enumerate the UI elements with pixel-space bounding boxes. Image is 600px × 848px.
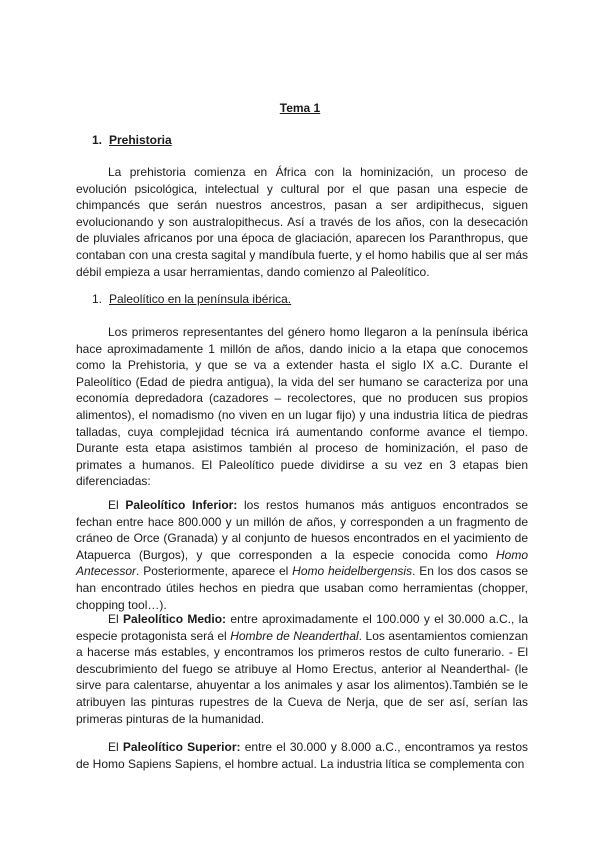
species-homo-antecessor: Homo Antecessor — [76, 547, 528, 579]
medio-term: Paleolítico Medio: — [123, 612, 227, 626]
subsection-number: 1. — [92, 292, 103, 306]
paleolithic-medio-paragraph — [76, 611, 528, 727]
subsection-label: Paleolítico en la península ibérica. — [109, 292, 292, 306]
section-number: 1. — [92, 133, 103, 147]
paleolithic-inferior-paragraph — [76, 497, 528, 613]
subsection-heading — [92, 292, 291, 306]
paleolithic-superior-paragraph — [76, 739, 528, 772]
medio-text-1: entre aproximadamente el 100.000 y el 30.000 a.C., la especie protagonista será el — [76, 612, 528, 643]
medio-prefix: El — [108, 612, 124, 626]
medio-text-2: . Los asentamientos comienzan a hacerse más estables, y encontramos los primeros restos de culto funerario. - El descubrimiento del fuego se atribuye al Homo Erectus, anterior al Neanderthal- (le sirve para calentarse, ahuyentar a los animales y asar los alimentos).También se le atribuyen las pinturas rupestres de la Cueva de Nerja, que de ser así, serían las primeras pinturas de la humanidad. — [76, 628, 529, 726]
intro-paragraph: La prehistoria comienza en África con la hominización, un proceso de evolución psicológica, intelectual y cultural por el que pasan una especie de chimpancés que serán nuestros ancestros, pasan a ser ardipithecus, siguen evolucionando y son australopithecus. Así a través de los años, con la desecación de pluviales africanos por una época de glaciación, aparecen los Paranthropus, que contaban con una cresta sagital y mandíbula fuerte, y el homo habilis que al ser más débil empieza a usar herramientas, dando comienzo al Paleolítico. — [76, 165, 528, 279]
inferior-text-1: los restos humanos más antiguos encontrados se fechan entre hace 800.000 y un millón de años, y corresponden a un fragmento de cráneo de Orce (Granada) y al conjunto de huesos encontrados en el yacimiento de Atapuerca (Burgos), y que corresponden a la especie conocida como — [76, 498, 528, 562]
inferior-term: Paleolítico Inferior: — [125, 498, 238, 512]
section-label: Prehistoria — [109, 133, 172, 147]
section-heading — [92, 133, 172, 147]
superior-text-1: entre el 30.000 y 8.000 a.C., encontramos ya restos de Homo Sapiens Sapiens, el hombre actual. La industria lítica se complementa con — [76, 740, 528, 771]
superior-term: Paleolítico Superior: — [122, 740, 241, 754]
superior-prefix: El — [108, 740, 123, 754]
page-title: Tema 1 — [279, 101, 321, 115]
inferior-prefix: El — [108, 498, 126, 512]
inferior-text-2: . Posteriormente, aparece el — [136, 564, 293, 579]
paleolithic-intro-paragraph: Los primeros representantes del género homo llegaron a la península ibérica hace aproximadamente 1 millón de años, dando inicio a la etapa que conocemos como la Prehistoria, y que se va a extender hasta el siglo IX a.C. Durante el Paleolítico (Edad de piedra antigua), la vida del ser humano se caracteriza por una economía depredadora (cazadores – recolectores, que no producen sus propios alimentos), el nomadismo (no viven en un lugar fijo) y una industria lítica de piedras talladas, cuya complejidad técnica irá aumentando conforme avance el tiempo. Durante esta etapa asistimos también al proceso de hominización, el paso de primates a humanos. El Paleolítico puede dividirse a su vez en 3 etapas bien diferenciadas: — [76, 325, 528, 489]
inferior-text-3: . En los dos casos se han encontrado útiles hechos en piedra que usaban como herramientas (chopper, chopping tool…). — [76, 564, 529, 612]
species-homo-heidelbergensis: Homo heidelbergensis — [292, 564, 413, 579]
species-neanderthal: Hombre de Neanderthal — [230, 628, 359, 643]
